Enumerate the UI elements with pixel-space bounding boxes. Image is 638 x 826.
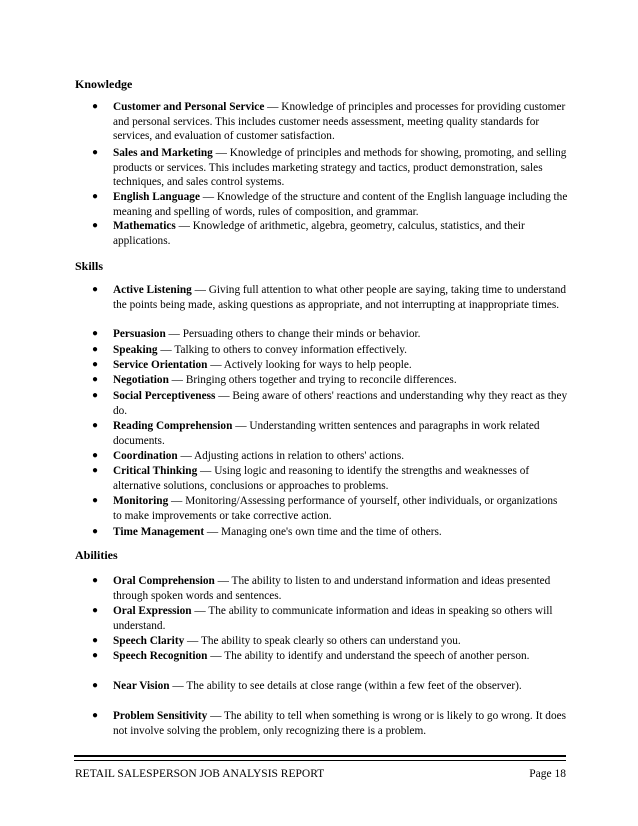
item-term: Oral Comprehension	[113, 575, 215, 587]
bullet-icon: ●	[92, 605, 99, 616]
item-description: The ability to communicate information and ideas in speaking so others will understand.	[113, 605, 553, 632]
item-term: Near Vision	[113, 680, 170, 692]
footer-report-title: RETAIL SALESPERSON JOB ANALYSIS REPORT	[75, 768, 325, 780]
item-description: Knowledge of principles and processes for providing customer and personal services. This includes customer needs assessment, meeting quality standards for services, and evaluation of customer satisfaction.	[113, 101, 566, 142]
item-description: Using logic and reasoning to identify the strengths and weaknesses of alternative solutions, conclusions or approaches to problems.	[113, 465, 530, 492]
item-term: Mathematics	[113, 220, 176, 232]
item-term: Social Perceptiveness	[113, 390, 216, 402]
item-term: Coordination	[113, 450, 178, 462]
bullet-icon: ●	[92, 147, 99, 158]
item-description: Actively looking for ways to help people.	[223, 359, 412, 371]
bullet-icon: ●	[92, 465, 99, 476]
section-heading-knowledge: Knowledge	[75, 77, 133, 91]
bullet-icon: ●	[92, 710, 99, 721]
item-term: Persuasion	[113, 328, 166, 340]
skills-item-time-management: ● Time Management — Managing one's own time and the time of others.	[92, 526, 442, 538]
bullet-icon: ●	[92, 344, 99, 355]
item-term: Time Management	[113, 526, 205, 538]
item-description: Adjusting actions in relation to others' actions.	[193, 450, 405, 462]
item-term: Critical Thinking	[113, 465, 198, 477]
section-heading-abilities: Abilities	[75, 548, 118, 562]
bullet-icon: ●	[92, 374, 99, 385]
item-term: Problem Sensitivity	[113, 710, 208, 722]
footer-rule-thick	[74, 755, 566, 757]
bullet-icon: ●	[92, 359, 99, 370]
abilities-item-oral-comprehension: ● Oral Comprehension — The ability to listen to and understand information and ideas presented through spoken words and sentences.	[92, 575, 551, 602]
knowledge-item-mathematics: ● Mathematics — Knowledge of arithmetic, algebra, geometry, calculus, statistics, and their applications.	[92, 220, 525, 247]
bullet-icon: ●	[92, 650, 99, 661]
bullet-icon: ●	[92, 450, 99, 461]
item-description: Managing one's own time and the time of others.	[221, 526, 442, 538]
item-description: Persuading others to change their minds or behavior.	[182, 328, 421, 340]
item-description: Giving full attention to what other people are saying, taking time to understand the points being made, asking questions as appropriate, and not interrupting at inappropriate times.	[113, 284, 567, 311]
skills-item-coordination: ● Coordination — Adjusting actions in relation to others' actions.	[92, 450, 405, 462]
item-description: Understanding written sentences and paragraphs in work related documents.	[113, 420, 540, 447]
item-term: Negotiation	[113, 374, 169, 386]
item-description: Bringing others together and trying to reconcile differences.	[185, 374, 457, 386]
skills-item-service-orientation: ● Service Orientation — Actively looking for ways to help people.	[92, 359, 412, 371]
item-description: Knowledge of arithmetic, algebra, geometry, calculus, statistics, and their applications.	[113, 220, 525, 247]
item-description: The ability to identify and understand the speech of another person.	[224, 650, 530, 662]
bullet-icon: ●	[92, 420, 99, 431]
abilities-item-problem-sensitivity: ● Problem Sensitivity — The ability to tell when something is wrong or is likely to go wrong. It does not involve solving the problem, only recognizing there is a problem.	[92, 710, 567, 737]
item-description: Talking to others to convey information effectively.	[174, 344, 407, 356]
item-description: The ability to speak clearly so others can understand you.	[200, 635, 461, 647]
item-term: English Language	[113, 191, 200, 203]
bullet-icon: ●	[92, 526, 99, 537]
skills-item-social-perceptiveness: ● Social Perceptiveness — Being aware of others' reactions and understanding why they react as they do.	[92, 390, 568, 417]
item-description: The ability to see details at close range (within a few feet of the observer).	[186, 680, 522, 692]
bullet-icon: ●	[92, 328, 99, 339]
bullet-icon: ●	[92, 191, 99, 202]
abilities-item-oral-expression: ● Oral Expression — The ability to communicate information and ideas in speaking so others will understand.	[92, 605, 553, 632]
item-term: Speech Recognition	[113, 650, 208, 662]
item-description: The ability to listen to and understand information and ideas presented through spoken words and sentences.	[113, 575, 551, 602]
item-term: Reading Comprehension	[113, 420, 233, 432]
footer-rule-thin	[74, 760, 566, 761]
bullet-icon: ●	[92, 284, 99, 295]
section-heading-skills: Skills	[75, 259, 104, 273]
skills-item-critical-thinking: ● Critical Thinking — Using logic and reasoning to identify the strengths and weaknesses of alternative solutions, conclusions or approaches to problems.	[92, 465, 530, 492]
item-description: Monitoring/Assessing performance of yourself, other individuals, or organizations to make improvements or take corrective action.	[113, 495, 558, 522]
item-term: Monitoring	[113, 495, 169, 507]
knowledge-item-customer-service: ● Customer and Personal Service — Knowledge of principles and processes for providing customer and personal services. This includes customer needs assessment, meeting quality standards for services, and evaluation of customer satisfaction.	[92, 101, 566, 142]
abilities-item-near-vision: ● Near Vision — The ability to see details at close range (within a few feet of the observer).	[92, 680, 522, 692]
bullet-icon: ●	[92, 495, 99, 506]
skills-item-speaking: ● Speaking — Talking to others to convey information effectively.	[92, 344, 407, 356]
skills-item-active-listening: ● Active Listening — Giving full attention to what other people are saying, taking time to understand the points being made, asking questions as appropriate, and not interrupting at inappropriate times.	[92, 284, 567, 311]
abilities-item-speech-clarity: ● Speech Clarity — The ability to speak clearly so others can understand you.	[92, 635, 461, 647]
knowledge-item-english: ● English Language — Knowledge of the structure and content of the English language including the meaning and spelling of words, rules of composition, and grammar.	[92, 191, 568, 218]
skills-item-monitoring: ● Monitoring — Monitoring/Assessing performance of yourself, other individuals, or organizations to make improvements or take corrective action.	[92, 495, 558, 522]
item-term: Speaking	[113, 344, 158, 356]
item-description: Being aware of others' reactions and understanding why they react as they do.	[113, 390, 568, 417]
item-term: Active Listening	[113, 284, 192, 296]
item-term: Service Orientation	[113, 359, 208, 371]
item-term: Customer and Personal Service	[113, 101, 265, 113]
item-term: Sales and Marketing	[113, 147, 213, 159]
abilities-item-speech-recognition: ● Speech Recognition — The ability to identify and understand the speech of another person.	[92, 650, 530, 662]
footer-page-number: Page 18	[529, 768, 566, 780]
bullet-icon: ●	[92, 220, 99, 231]
skills-item-negotiation: ● Negotiation — Bringing others together and trying to reconcile differences.	[92, 374, 457, 386]
bullet-icon: ●	[92, 680, 99, 691]
bullet-icon: ●	[92, 635, 99, 646]
item-description: Knowledge of the structure and content of the English language including the meaning and spelling of words, rules of composition, and grammar.	[113, 191, 568, 218]
skills-item-persuasion: ● Persuasion — Persuading others to change their minds or behavior.	[92, 328, 421, 340]
item-term: Oral Expression	[113, 605, 192, 617]
bullet-icon: ●	[92, 390, 99, 401]
item-description: The ability to tell when something is wrong or is likely to go wrong. It does not involve solving the problem, only recognizing there is a problem.	[113, 710, 567, 737]
item-description: Knowledge of principles and methods for showing, promoting, and selling products or services. This includes marketing strategy and tactics, product demonstration, sales techniques, and sales control systems.	[113, 147, 567, 188]
bullet-icon: ●	[92, 101, 99, 112]
item-term: Speech Clarity	[113, 635, 185, 647]
skills-item-reading-comprehension: ● Reading Comprehension — Understanding written sentences and paragraphs in work related documents.	[92, 420, 540, 447]
knowledge-item-sales-marketing: ● Sales and Marketing — Knowledge of principles and methods for showing, promoting, and selling products or services. This includes marketing strategy and tactics, product demonstration, sales techniques, and sales control systems.	[92, 147, 567, 188]
bullet-icon: ●	[92, 575, 99, 586]
